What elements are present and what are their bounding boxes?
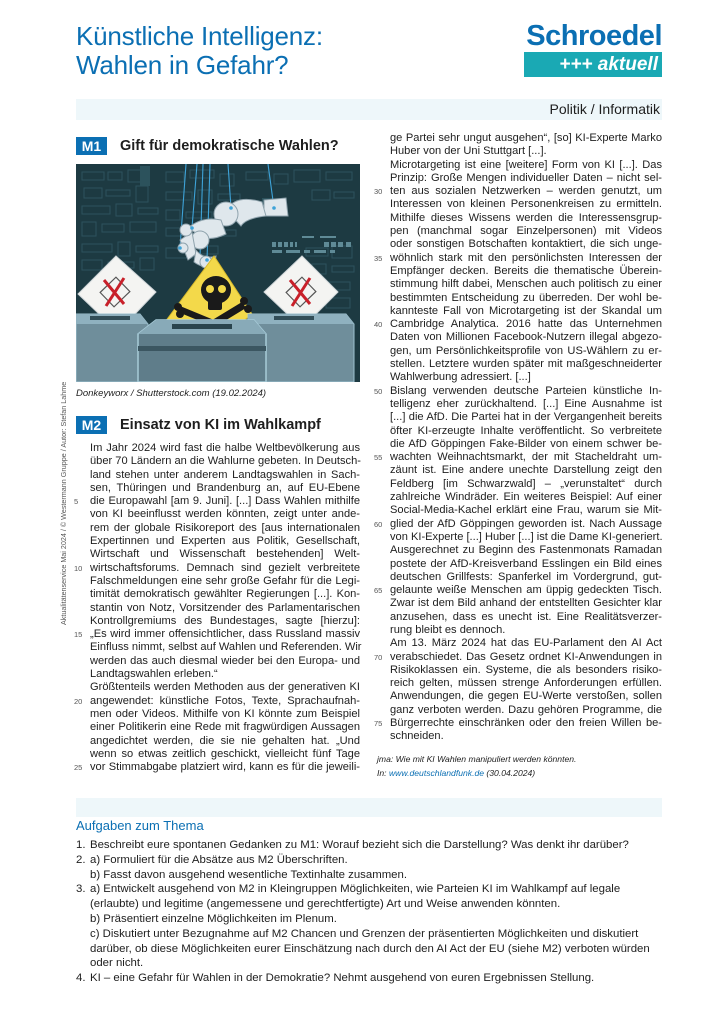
line-text: die AfD Göppingen Fake-Bilder von einem schwer be- xyxy=(390,437,662,450)
line-text: rem der globale Risikoreport des [aus internationalen xyxy=(90,521,360,534)
text-line xyxy=(374,318,662,331)
line-text: von KI-Experte [...] Huber [...] ist die Dame KI-generiert. xyxy=(390,530,663,543)
line-number: 60 xyxy=(374,519,383,529)
text-line xyxy=(374,517,662,531)
line-text: kannteste Fall von Microtargeting ist der Skandal um xyxy=(390,304,662,317)
line-text: Prinzip: Große Mengen individueller Daten – nicht sel- xyxy=(390,171,662,184)
text-line xyxy=(90,668,360,681)
text-line xyxy=(390,464,662,477)
text-line xyxy=(390,677,662,690)
task-item xyxy=(76,971,666,986)
text-line xyxy=(74,761,360,774)
text-line xyxy=(74,495,360,508)
text-line xyxy=(374,185,662,198)
tasks-heading: Aufgaben zum Thema xyxy=(76,818,204,833)
line-text: wöhnlich stark mit den persönlichsten Interessen der xyxy=(390,251,662,264)
line-text: deutschen Grillfests: Spanferkel im Vordergrund, gut- xyxy=(390,570,662,583)
title-line-2: Wahlen in Gefahr? xyxy=(76,50,289,80)
text-line xyxy=(90,442,360,455)
text-line xyxy=(390,624,662,637)
line-number: 30 xyxy=(374,187,383,197)
line-text: wenn so etwas zeitlich geschickt, vielleicht fünf Tage xyxy=(90,747,360,760)
text-line xyxy=(90,708,360,721)
text-line xyxy=(90,548,360,561)
text-line xyxy=(90,655,360,668)
text-line xyxy=(390,371,662,384)
task-text: Beschreibt eure spontanen Gedanken zu M1: Worauf bezieht sich die Darstellung? Was denkt ihr darüber? xyxy=(90,839,629,851)
line-text: land stehen unter anderem Landtagswahlen in Sach- xyxy=(90,468,360,481)
text-line xyxy=(90,575,360,588)
line-text: Wirtschaft und Wissenschaft bestehenden] Welt- xyxy=(90,548,360,561)
line-text: ganz verboten werden. Dazu gehören Programme, die xyxy=(390,703,662,716)
source-title: jma: Wie mit KI Wahlen manipuliert werden könnten. xyxy=(377,754,577,764)
m2-source xyxy=(377,752,576,780)
m2-badge: M2 xyxy=(76,416,107,434)
task-item xyxy=(76,853,666,883)
line-number: 20 xyxy=(74,696,83,706)
line-text: Microtargeting ist eine [weitere] Form von KI [...]. Das xyxy=(390,158,662,171)
source-prefix: In: xyxy=(377,768,389,778)
tasks-list xyxy=(76,838,666,986)
line-text: Größtenteils werden Methoden aus der generativen KI xyxy=(90,681,360,694)
line-text: Interessen von kleinen Personenkreisen zu ermitteln. xyxy=(390,198,662,211)
text-line xyxy=(390,478,662,491)
text-line xyxy=(390,597,662,610)
line-text: rung bleibt es dennoch. xyxy=(390,623,506,636)
text-line xyxy=(90,615,360,628)
line-number: 5 xyxy=(74,497,79,507)
task-text: c) Diskutiert unter Bezugnahme auf M2 Chancen und Grenzen der präsentierten Möglichkeiten und diskutiert darüber, ob diese Möglichkeiten eurer Einschätzung nach durch den AI Act der EU (siehe M2) verboten würden oder nicht. xyxy=(90,927,650,970)
m2-title: Einsatz von KI im Wahlkampf xyxy=(120,417,321,433)
line-text: wachten Weihnachtsmarkt, der mit Stacheldraht um- xyxy=(390,451,662,464)
line-text: Kontrollgremiums des Bundestages, sagte [hierzu]: xyxy=(90,614,360,627)
task-number: 4. xyxy=(76,972,86,985)
line-text: Anwendungen, die gegen EU-Werte verstoßen, sollen xyxy=(390,690,662,703)
title-line-1: Künstliche Intelligenz: xyxy=(76,21,323,51)
text-line xyxy=(390,558,662,571)
line-text: Empfänger decken. Bereits die thematische Überein- xyxy=(390,264,662,277)
text-line xyxy=(90,455,360,468)
text-line xyxy=(390,238,662,251)
text-line xyxy=(390,504,662,517)
line-text: glied der AfD Göppingen geworden ist. Nach Aussage xyxy=(390,517,662,530)
line-text: ge Partei sehr ungut ausgehen“, [so] KI-Experte Marko xyxy=(390,132,662,144)
text-line xyxy=(390,198,662,211)
text-line xyxy=(390,491,662,504)
text-line xyxy=(390,159,662,172)
line-text: sen, Thüringen und Brandenburg an, auf EU-Ebene xyxy=(90,481,360,494)
line-text: ten aus sozialen Netzwerken – werden genutzt, um xyxy=(390,185,662,198)
line-number: 50 xyxy=(374,386,383,396)
text-line xyxy=(90,748,360,761)
text-line xyxy=(390,637,662,650)
m2-text-column-2 xyxy=(374,132,663,744)
task-number: 1. xyxy=(76,839,86,851)
tasks-band xyxy=(76,798,662,817)
line-number: 35 xyxy=(374,253,383,263)
line-number: 70 xyxy=(374,652,383,662)
line-text: stantin von Notz, Vorsitzender des Parlamentarischen xyxy=(90,601,360,614)
task-text: a) Formuliert für die Absätze aus M2 Überschriften. xyxy=(90,853,348,866)
text-line xyxy=(390,358,662,371)
line-text: vor Stimmabgabe platziert wird, kann es für die jeweili- xyxy=(90,761,360,774)
line-text: Am 13. März 2024 hat das EU-Parlament den AI Act xyxy=(390,637,662,650)
m1-title: Gift für demokratische Wahlen? xyxy=(120,138,339,154)
text-line xyxy=(90,588,360,601)
line-text: Falschmeldungen eine sehr große Gefahr für die Legi- xyxy=(90,574,360,587)
text-line xyxy=(390,225,662,238)
line-text: Daten von Millionen Facebook-Nutzern illegal abgezo- xyxy=(390,331,662,344)
text-line xyxy=(390,438,662,451)
ballot-illustration xyxy=(76,164,360,382)
line-number: 25 xyxy=(74,763,83,773)
text-line xyxy=(90,681,360,694)
text-line xyxy=(374,650,662,664)
line-text: anzusehen, dass es unecht ist. Eine Realitätsverzer- xyxy=(390,610,662,623)
line-text: zahlreiche Windräder. Ein weiteres Beispiel: Auf einer xyxy=(390,491,662,504)
text-line xyxy=(90,641,360,654)
line-text: Risikoklassen ein. Systeme, die als besonders risiko- xyxy=(390,663,662,676)
text-line xyxy=(374,384,662,398)
page-title xyxy=(76,22,323,80)
text-line xyxy=(74,561,360,575)
task-number: 2. xyxy=(76,853,86,866)
m1-illustration xyxy=(76,164,360,382)
line-text: timität demokratisch gewählter Regierungen [...]. Kon- xyxy=(90,588,360,601)
line-number: 55 xyxy=(374,453,383,463)
line-text: postete der AfD-Kreisverband Esslingen ein Bild eines xyxy=(390,557,662,570)
text-line xyxy=(390,398,662,411)
text-line xyxy=(390,145,662,158)
line-text: Cambridge Analytica. 2016 hatte das Unternehmen xyxy=(390,318,662,331)
line-text: Einfluss nimmt, selbst auf Wahlen und Referenden. Wir xyxy=(90,641,362,654)
line-text: die Europawahl [am 9. Juni]. [...] Dass Wahlen mithilfe xyxy=(90,495,360,508)
m2-text-column-1 xyxy=(74,442,362,774)
text-line xyxy=(374,251,662,265)
text-line xyxy=(374,717,662,730)
publisher-logo xyxy=(524,21,662,77)
text-line xyxy=(90,508,360,521)
line-number: 65 xyxy=(374,586,383,596)
text-line xyxy=(90,469,360,482)
text-line xyxy=(390,132,662,145)
text-line xyxy=(390,212,662,225)
text-line xyxy=(390,571,662,584)
line-text: von KI beeinflusst werden könnten, zeigt unter ande- xyxy=(90,508,360,521)
source-date: (30.04.2024) xyxy=(484,768,536,778)
line-text: angedichtet werden, die sie nie gehalten hat. „Und xyxy=(90,734,360,747)
text-line xyxy=(390,425,662,438)
text-line xyxy=(390,690,662,703)
line-text: „Es wird immer offensichtlicher, dass Russland massiv xyxy=(90,628,360,641)
text-line xyxy=(74,694,360,708)
line-number: 15 xyxy=(74,630,83,640)
line-number: 75 xyxy=(374,719,383,729)
text-line xyxy=(90,535,360,548)
m1-badge: M1 xyxy=(76,137,107,155)
line-text: öfter KI-erzeugte Inhalte veröffentlicht. So verbreitete xyxy=(390,424,662,437)
text-line xyxy=(90,522,360,535)
task-text: KI – eine Gefahr für Wahlen in der Demokratie? Nehmt ausgehend von euren Ergebnissen Stellung. xyxy=(90,972,595,985)
line-text: Feldberg [im Schwarzwald] – „verunstaltet“ durch xyxy=(390,477,662,490)
text-line xyxy=(374,451,662,464)
task-item xyxy=(76,882,666,971)
text-line xyxy=(374,584,662,597)
line-text: wirtschaftsforums. Demnach sind gezielt verbreitete xyxy=(90,561,360,574)
copyright-note: Aktualitätenservice Mai 2024 / © Westermann Gruppe / Autor: Stefan Lahme xyxy=(59,381,68,625)
task-item xyxy=(76,838,666,853)
line-text: pen (manchmal sogar Einzelpersonen) mit Videos xyxy=(390,225,662,238)
line-text: men oder Videos. Mithilfe von KI könnte zum Beispiel xyxy=(90,707,360,720)
line-text: [...] die AfD. Die Partei hat in der Vergangenheit bereits xyxy=(390,411,662,424)
line-number: 40 xyxy=(374,320,383,330)
m1-image-credit: Donkeyworx / Shutterstock.com (19.02.2024) xyxy=(76,388,267,399)
text-line xyxy=(390,611,662,624)
text-line xyxy=(390,345,662,358)
line-text: Bürgerrechte einschränken oder den freien Willen be- xyxy=(390,717,662,730)
line-text: stellen. Letztere wurden später mit maßgeschneiderter xyxy=(390,358,662,371)
text-line xyxy=(90,721,360,734)
line-text: bestimmten Entscheidung zu überreden. Der wohl be- xyxy=(390,291,662,304)
task-number: 3. xyxy=(76,883,86,896)
line-text: Mithilfe dieses Wissens werden die Interessensgrup- xyxy=(390,211,662,224)
line-text: Ausgerechnet zu Beginn des Fastenmonats Ramadan xyxy=(390,544,662,557)
line-text: angewendet: künstliche Fotos, Texte, Sprachaufnah- xyxy=(90,694,360,707)
text-line xyxy=(390,730,662,743)
line-text: Zwar ist dem Bild anhand der entstellten Gesichter klar xyxy=(390,597,662,610)
line-text: zäunt ist. Eine andere unechte Darstellung zeigt den xyxy=(390,464,662,477)
text-line xyxy=(390,544,662,557)
text-line xyxy=(390,704,662,717)
m1-heading xyxy=(76,137,339,155)
text-line xyxy=(390,411,662,424)
logo-tag: +++ aktuell xyxy=(524,52,662,77)
source-link[interactable]: www.deutschlandfunk.de xyxy=(388,768,485,778)
line-text: Im Jahr 2024 wird fast die halbe Weltbevölkerung aus xyxy=(90,442,360,454)
text-line xyxy=(90,482,360,495)
line-text: reich gelten, müssen strenge Anforderungen erfüllen. xyxy=(390,677,662,690)
source-ref xyxy=(377,766,576,780)
line-text: Wahlwerbung adressiert. [...] xyxy=(390,371,531,384)
line-text: über 70 Ländern an die Wahlurne gebeten. In Deutsch- xyxy=(90,455,361,468)
line-text: gelaunte weiße Menschen am üppig gedeckten Tisch. xyxy=(390,584,662,597)
line-text: einer Politikerin eine Rede mit fragwürdigen Aussagen xyxy=(90,721,360,734)
text-line xyxy=(390,172,662,185)
line-text: verabschiedet. Das Gesetz ordnet KI-Anwendungen in xyxy=(390,650,662,663)
line-text: werden das auch diesmal wieder bei den Europa- und xyxy=(90,654,360,667)
text-line xyxy=(390,664,662,677)
text-line xyxy=(390,531,662,544)
text-line xyxy=(90,735,360,748)
line-text: oder sonstigen Botschaften kontaktiert, die sich unge- xyxy=(390,238,662,251)
text-line xyxy=(390,292,662,305)
line-text: Social-Media-Kachel erklärt eine Frau, warum sie Mit- xyxy=(390,504,662,517)
line-text: schneiden. xyxy=(390,730,444,743)
text-line xyxy=(90,602,360,615)
line-text: Expertinnen und Experten aus Politik, Gesellschaft, xyxy=(90,535,360,548)
task-text: a) Entwickelt ausgehend von M2 in Kleingruppen Möglichkeiten, wie Parteien KI im Wahlkampf auf legale (erlaubte) und legitime (angemessene und gerechtfertigte) Art und Weise anwenden könnten. xyxy=(90,883,621,911)
line-text: Huber von der Uni Stuttgart [...]. xyxy=(390,145,547,158)
text-line xyxy=(390,305,662,318)
logo-brand: Schroedel xyxy=(526,20,662,52)
m2-heading xyxy=(76,416,321,434)
line-text: Bislang verwenden deutsche Parteien künstliche In- xyxy=(390,384,662,397)
text-line xyxy=(390,331,662,344)
line-text: telligenz eher zurückhaltend. [...] Eine Ausnahme ist xyxy=(390,397,662,410)
subject-label: Politik / Informatik xyxy=(549,101,660,117)
line-text: stimmung hilft dabei, Menschen auch politisch zu einer xyxy=(390,278,662,291)
text-line xyxy=(390,278,662,291)
task-text: b) Fasst davon ausgehend wesentliche Textinhalte zusammen. xyxy=(90,868,408,881)
text-line xyxy=(74,628,360,641)
line-text: Landtagswahlen erleben.“ xyxy=(90,668,218,681)
line-number: 10 xyxy=(74,563,83,573)
task-text: b) Präsentiert einzelne Möglichkeiten im Plenum. xyxy=(90,912,337,925)
text-line xyxy=(390,265,662,278)
line-text: gen, um Persönlichkeitsprofile von US-Wählern zu er- xyxy=(390,344,662,357)
